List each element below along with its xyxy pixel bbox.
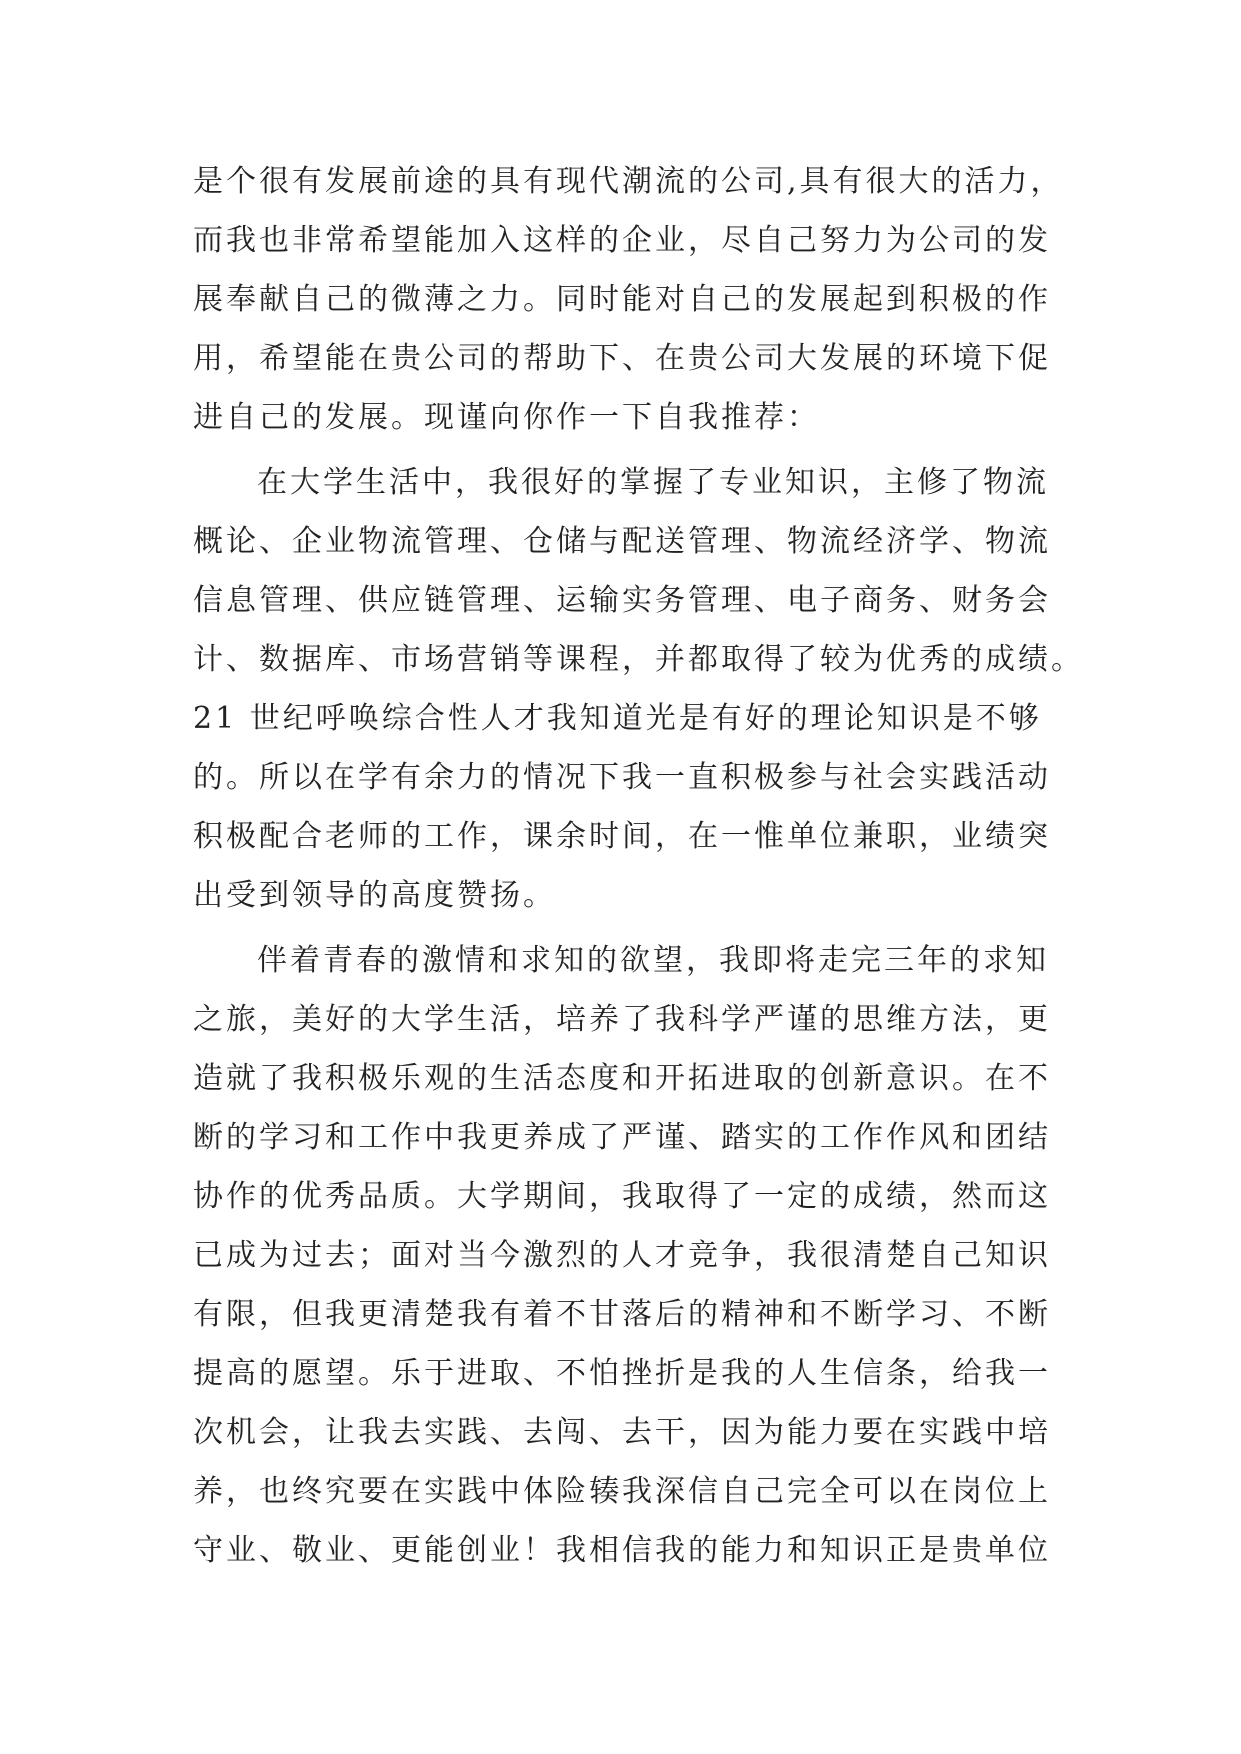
paragraph-1	[193, 161, 1093, 462]
text-line: 在大学生活中，我很好的掌握了专业知识，主修了物流	[257, 465, 1049, 500]
document-body	[193, 161, 1093, 1589]
text-line: 之旅，美好的大学生活，培养了我科学严谨的思维方法，更	[193, 1002, 1051, 1037]
text-line: 信息管理、供应链管理、运输实务管理、电子商务、财务会	[193, 583, 1051, 618]
text-line: 养，也终究要在实践中体险辏我深信自己完全可以在岗位上	[193, 1474, 1051, 1509]
text-line: 伴着青春的激情和求知的欲望，我即将走完三年的求知	[257, 943, 1049, 978]
text-line: 进自己的发展。现谨向你作一下自我推荐：	[193, 400, 820, 435]
paragraph-3	[193, 940, 1093, 1589]
text-line: 21 世纪呼唤综合性人才我知道光是有好的理论知识是不够	[193, 701, 1042, 736]
text-line: 提高的愿望。乐于进取、不怕挫折是我的人生信条，给我一	[193, 1356, 1051, 1391]
text-line: 次机会，让我去实践、去闯、去干，因为能力要在实践中培	[193, 1415, 1051, 1450]
text-line: 而我也非常希望能加入这样的企业，尽自己努力为公司的发	[193, 223, 1051, 258]
text-line: 概论、企业物流管理、仓储与配送管理、物流经济学、物流	[193, 524, 1051, 559]
text-line: 计、数据库、市场营销等课程，并都取得了较为优秀的成绩。	[193, 642, 1084, 677]
text-line: 造就了我积极乐观的生活态度和开拓进取的创新意识。在不	[193, 1061, 1051, 1096]
text-line: 的。所以在学有余力的情况下我一直积极参与社会实践活动	[193, 760, 1051, 795]
text-line: 有限，但我更清楚我有着不甘落后的精神和不断学习、不断	[193, 1297, 1051, 1332]
text-line: 是个很有发展前途的具有现代潮流的公司,具有很大的活力，	[193, 164, 1064, 199]
paragraph-2	[193, 462, 1093, 940]
text-line: 展奉献自己的微薄之力。同时能对自己的发展起到积极的作	[193, 282, 1051, 317]
text-line: 协作的优秀品质。大学期间，我取得了一定的成绩，然而这	[193, 1179, 1051, 1214]
text-line: 守业、敬业、更能创业！我相信我的能力和知识正是贵单位	[193, 1533, 1051, 1568]
text-line: 积极配合老师的工作，课余时间，在一惟单位兼职，业绩突	[193, 819, 1051, 854]
text-line: 出受到领导的高度赞扬。	[193, 878, 556, 913]
text-line: 用，希望能在贵公司的帮助下、在贵公司大发展的环境下促	[193, 341, 1051, 376]
text-line: 断的学习和工作中我更养成了严谨、踏实的工作作风和团结	[193, 1120, 1051, 1155]
text-line: 已成为过去；面对当今激烈的人才竞争，我很清楚自己知识	[193, 1238, 1051, 1273]
